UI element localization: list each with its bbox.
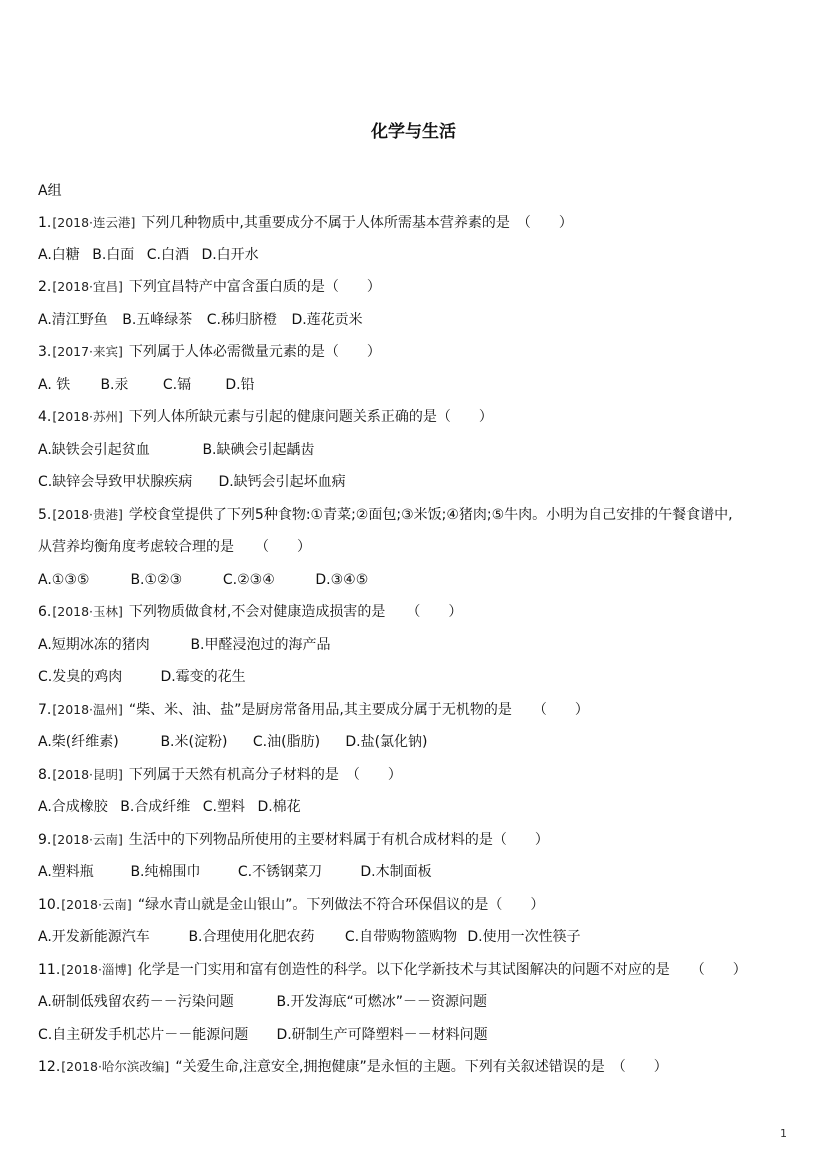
option-d: D.铅	[225, 377, 255, 393]
option-a: A.①③⑤	[38, 572, 90, 588]
question-options	[38, 310, 363, 330]
option-a: A.柴(纤维素)	[38, 734, 119, 750]
option-b: B.缺碘会引起龋齿	[202, 442, 315, 458]
question-source: [2018·苏州]	[52, 409, 123, 424]
option-d: D.研制生产可降塑料－－材料问题	[276, 1027, 488, 1043]
question-number: 7.	[38, 702, 52, 718]
option-a: A.研制低残留农药－－污染问题	[38, 994, 234, 1010]
option-d: D.霉变的花生	[160, 669, 246, 685]
option-d: D.白开水	[201, 247, 259, 263]
question-options	[38, 992, 487, 1012]
option-b: B.开发海底“可燃冰”－－资源问题	[276, 994, 488, 1010]
question-text: “柴、米、油、盐”是厨房常备用品,其主要成分属于无机物的是 （ ）	[128, 702, 589, 718]
question-number: 10.	[38, 897, 61, 913]
question-stem	[38, 505, 733, 525]
question-source: [2018·淄博]	[61, 962, 132, 977]
question-text: 下列宜昌特产中富含蛋白质的是（ ）	[128, 279, 381, 295]
option-a: A.缺铁会引起贫血	[38, 442, 150, 458]
option-c: C.白酒	[146, 247, 189, 263]
question-stem-continued: 从营养均衡角度考虑较合理的是 （ ）	[38, 539, 311, 555]
option-b: B.纯棉围巾	[130, 864, 201, 880]
option-a: A.白糖	[38, 247, 80, 263]
question-options	[38, 797, 301, 817]
question-text: 化学是一门实用和富有创造性的科学。以下化学新技术与其试图解决的问题不对应的是 （ ）	[137, 962, 747, 978]
question-text: 学校食堂提供了下列5种食物:①青菜;②面包;③米饭;④猪肉;⑤牛肉。小明为自己安排的午餐食谱中,	[128, 507, 733, 523]
option-a: A.短期冰冻的猪肉	[38, 637, 150, 653]
option-c: C.秭归脐橙	[206, 312, 277, 328]
question-options	[38, 1025, 488, 1045]
question-stem	[38, 765, 402, 785]
option-a: A.清江野鱼	[38, 312, 108, 328]
option-c: C.塑料	[202, 799, 245, 815]
question-stem	[38, 960, 747, 980]
question-source: [2018·哈尔滨改编]	[61, 1059, 170, 1074]
option-d: D.木制面板	[360, 864, 432, 880]
question-stem	[38, 277, 381, 297]
question-stem	[38, 213, 573, 233]
question-options	[38, 732, 428, 752]
option-d: D.③④⑤	[315, 572, 369, 588]
option-c: C.不锈钢菜刀	[237, 864, 323, 880]
question-number: 6.	[38, 604, 52, 620]
question-options	[38, 245, 259, 265]
option-c: C.②③④	[222, 572, 275, 588]
question-source: [2018·昆明]	[52, 767, 123, 782]
option-a: A.塑料瓶	[38, 864, 94, 880]
question-number: 4.	[38, 409, 52, 425]
option-c: C.自主研发手机芯片－－能源问题	[38, 1027, 249, 1043]
question-options	[38, 440, 315, 460]
option-c: C.自带购物篮购物	[344, 929, 458, 945]
option-c: C.镉	[162, 377, 192, 393]
question-number: 5.	[38, 507, 52, 523]
question-stem	[38, 342, 381, 362]
question-source: [2018·宜昌]	[52, 279, 123, 294]
option-b: B.米(淀粉)	[160, 734, 228, 750]
option-b: B.合理使用化肥农药	[188, 929, 315, 945]
question-stem	[38, 895, 544, 915]
question-number: 11.	[38, 962, 61, 978]
option-c: C.油(脂肪)	[252, 734, 321, 750]
option-d: D.盐(氯化钠)	[345, 734, 428, 750]
question-options	[38, 862, 432, 882]
question-text: 生活中的下列物品所使用的主要材料属于有机合成材料的是（ ）	[128, 832, 549, 848]
option-d: D.缺钙会引起坏血病	[218, 474, 346, 490]
group-label: A组	[38, 183, 62, 199]
question-text: 下列人体所缺元素与引起的健康问题关系正确的是（ ）	[128, 409, 493, 425]
question-text: “关爱生命,注意安全,拥抱健康”是永恒的主题。下列有关叙述错误的是 （ ）	[175, 1059, 668, 1075]
option-b: B.甲醛浸泡过的海产品	[190, 637, 331, 653]
option-d: D.使用一次性筷子	[467, 929, 581, 945]
question-number: 3.	[38, 344, 52, 360]
question-source: [2018·云南]	[61, 897, 132, 912]
question-stem	[38, 830, 549, 850]
question-source: [2017·来宾]	[52, 344, 123, 359]
question-text: “绿水青山就是金山银山”。下列做法不符合环保倡议的是（ ）	[137, 897, 545, 913]
option-b: B.白面	[92, 247, 135, 263]
question-text: 下列几种物质中,其重要成分不属于人体所需基本营养素的是 （ ）	[141, 215, 573, 231]
question-options	[38, 375, 255, 395]
question-stem	[38, 1057, 668, 1077]
option-b: B.汞	[100, 377, 129, 393]
option-b: B.五峰绿茶	[122, 312, 193, 328]
option-d: D.棉花	[257, 799, 301, 815]
question-source: [2018·云南]	[52, 832, 123, 847]
page-number: 1	[780, 1127, 787, 1140]
question-source: [2018·连云港]	[52, 215, 136, 230]
question-source: [2018·玉林]	[52, 604, 123, 619]
question-text: 下列物质做食材,不会对健康造成损害的是 （ ）	[128, 604, 463, 620]
question-source: [2018·温州]	[52, 702, 123, 717]
question-number: 12.	[38, 1059, 61, 1075]
question-text: 下列属于人体必需微量元素的是（ ）	[128, 344, 381, 360]
question-text: 下列属于天然有机高分子材料的是 （ ）	[128, 767, 402, 783]
option-b: B.合成纤维	[120, 799, 191, 815]
option-a: A.合成橡胶	[38, 799, 108, 815]
question-stem	[38, 407, 493, 427]
option-c: C.缺锌会导致甲状腺疾病	[38, 474, 193, 490]
option-c: C.发臭的鸡肉	[38, 669, 123, 685]
question-number: 2.	[38, 279, 52, 295]
question-options	[38, 927, 581, 947]
option-d: D.莲花贡米	[291, 312, 363, 328]
option-a: A. 铁	[38, 377, 71, 393]
question-stem	[38, 602, 462, 622]
question-options	[38, 667, 246, 687]
question-options	[38, 635, 331, 655]
question-options	[38, 570, 368, 590]
question-number: 9.	[38, 832, 52, 848]
question-stem	[38, 700, 589, 720]
question-number: 8.	[38, 767, 52, 783]
question-source: [2018·贵港]	[52, 507, 123, 522]
question-number: 1.	[38, 215, 52, 231]
page-title: 化学与生活	[371, 122, 456, 142]
option-b: B.①②③	[130, 572, 183, 588]
option-a: A.开发新能源汽车	[38, 929, 150, 945]
question-options	[38, 472, 346, 492]
